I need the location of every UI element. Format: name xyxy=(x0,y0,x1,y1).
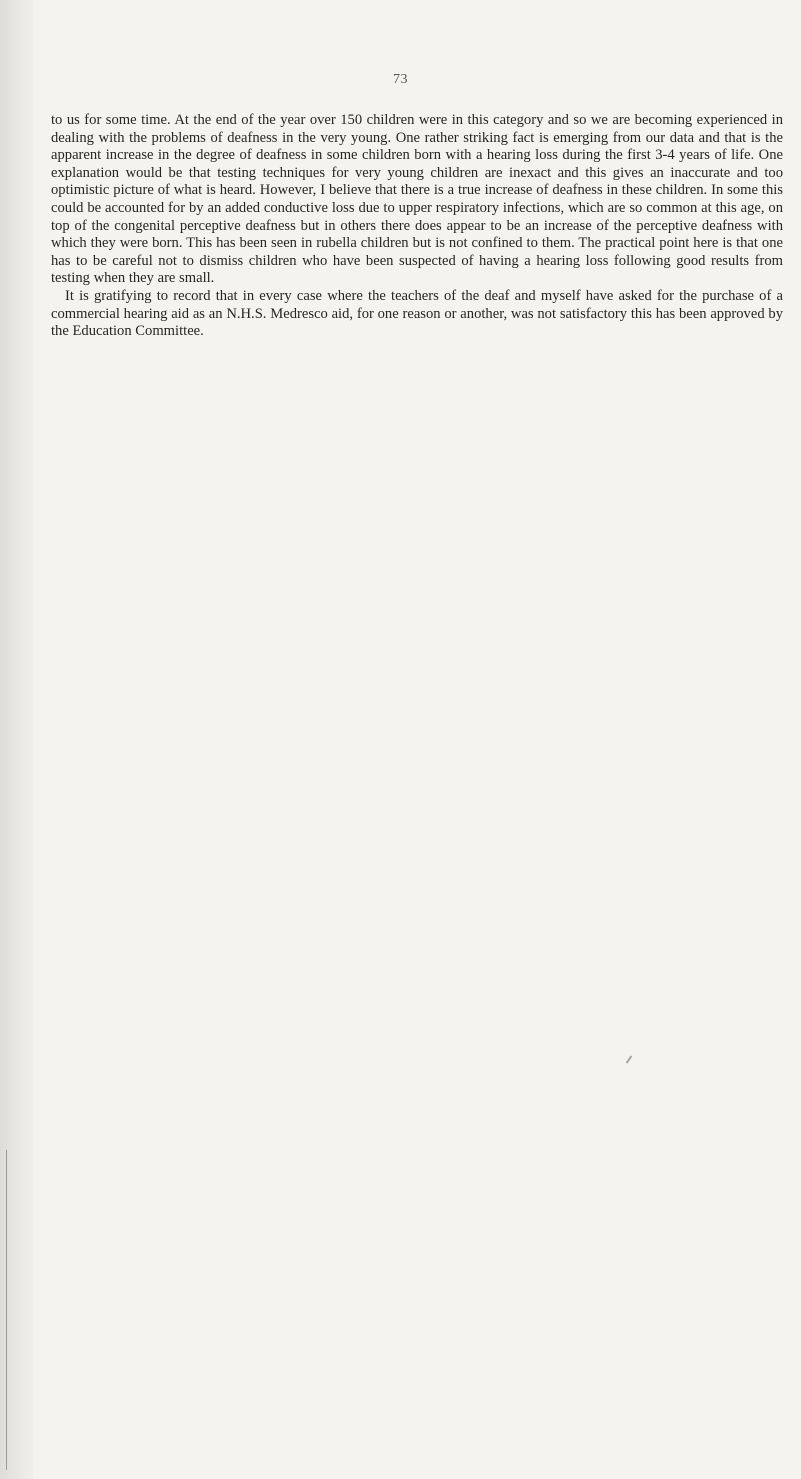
page-number: 73 xyxy=(393,72,408,87)
scan-edge-line xyxy=(6,1150,7,1470)
scan-speck xyxy=(626,1055,633,1064)
body-text xyxy=(51,112,783,341)
paragraph-2: It is gratifying to record that in every case where the teachers of the deaf and myself have asked for the purchase of a commercial hearing aid as an N.H.S. Medresco aid, for one reason or another, was not satisfactory this has been approved by the Education Committee. xyxy=(51,287,783,340)
paragraph-1: to us for some time. At the end of the year over 150 children were in this category and so we are becoming experienced in dealing with the problems of deafness in the very young. One rather striking fact is emerging from our data and that is the apparent increase in the degree of deafness in some children born with a hearing loss during the first 3-4 years of life. One explanation would be that testing techniques for very young children are inexact and this gives an inaccurate and too optimistic picture of what is heard. However, I believe that there is a true increase of deafness in these children. In some this could be accounted for by an added conductive loss due to upper respiratory infections, which are so common at this age, on top of the congenital perceptive deafness but in others there does appear to be an increase of the perceptive deafness with which they were born. This has been seen in rubella children but is not confined to them. The practical point here is that one has to be careful not to dismiss children who have been suspected of having a hearing loss following good results from testing when they are small. xyxy=(51,112,783,287)
